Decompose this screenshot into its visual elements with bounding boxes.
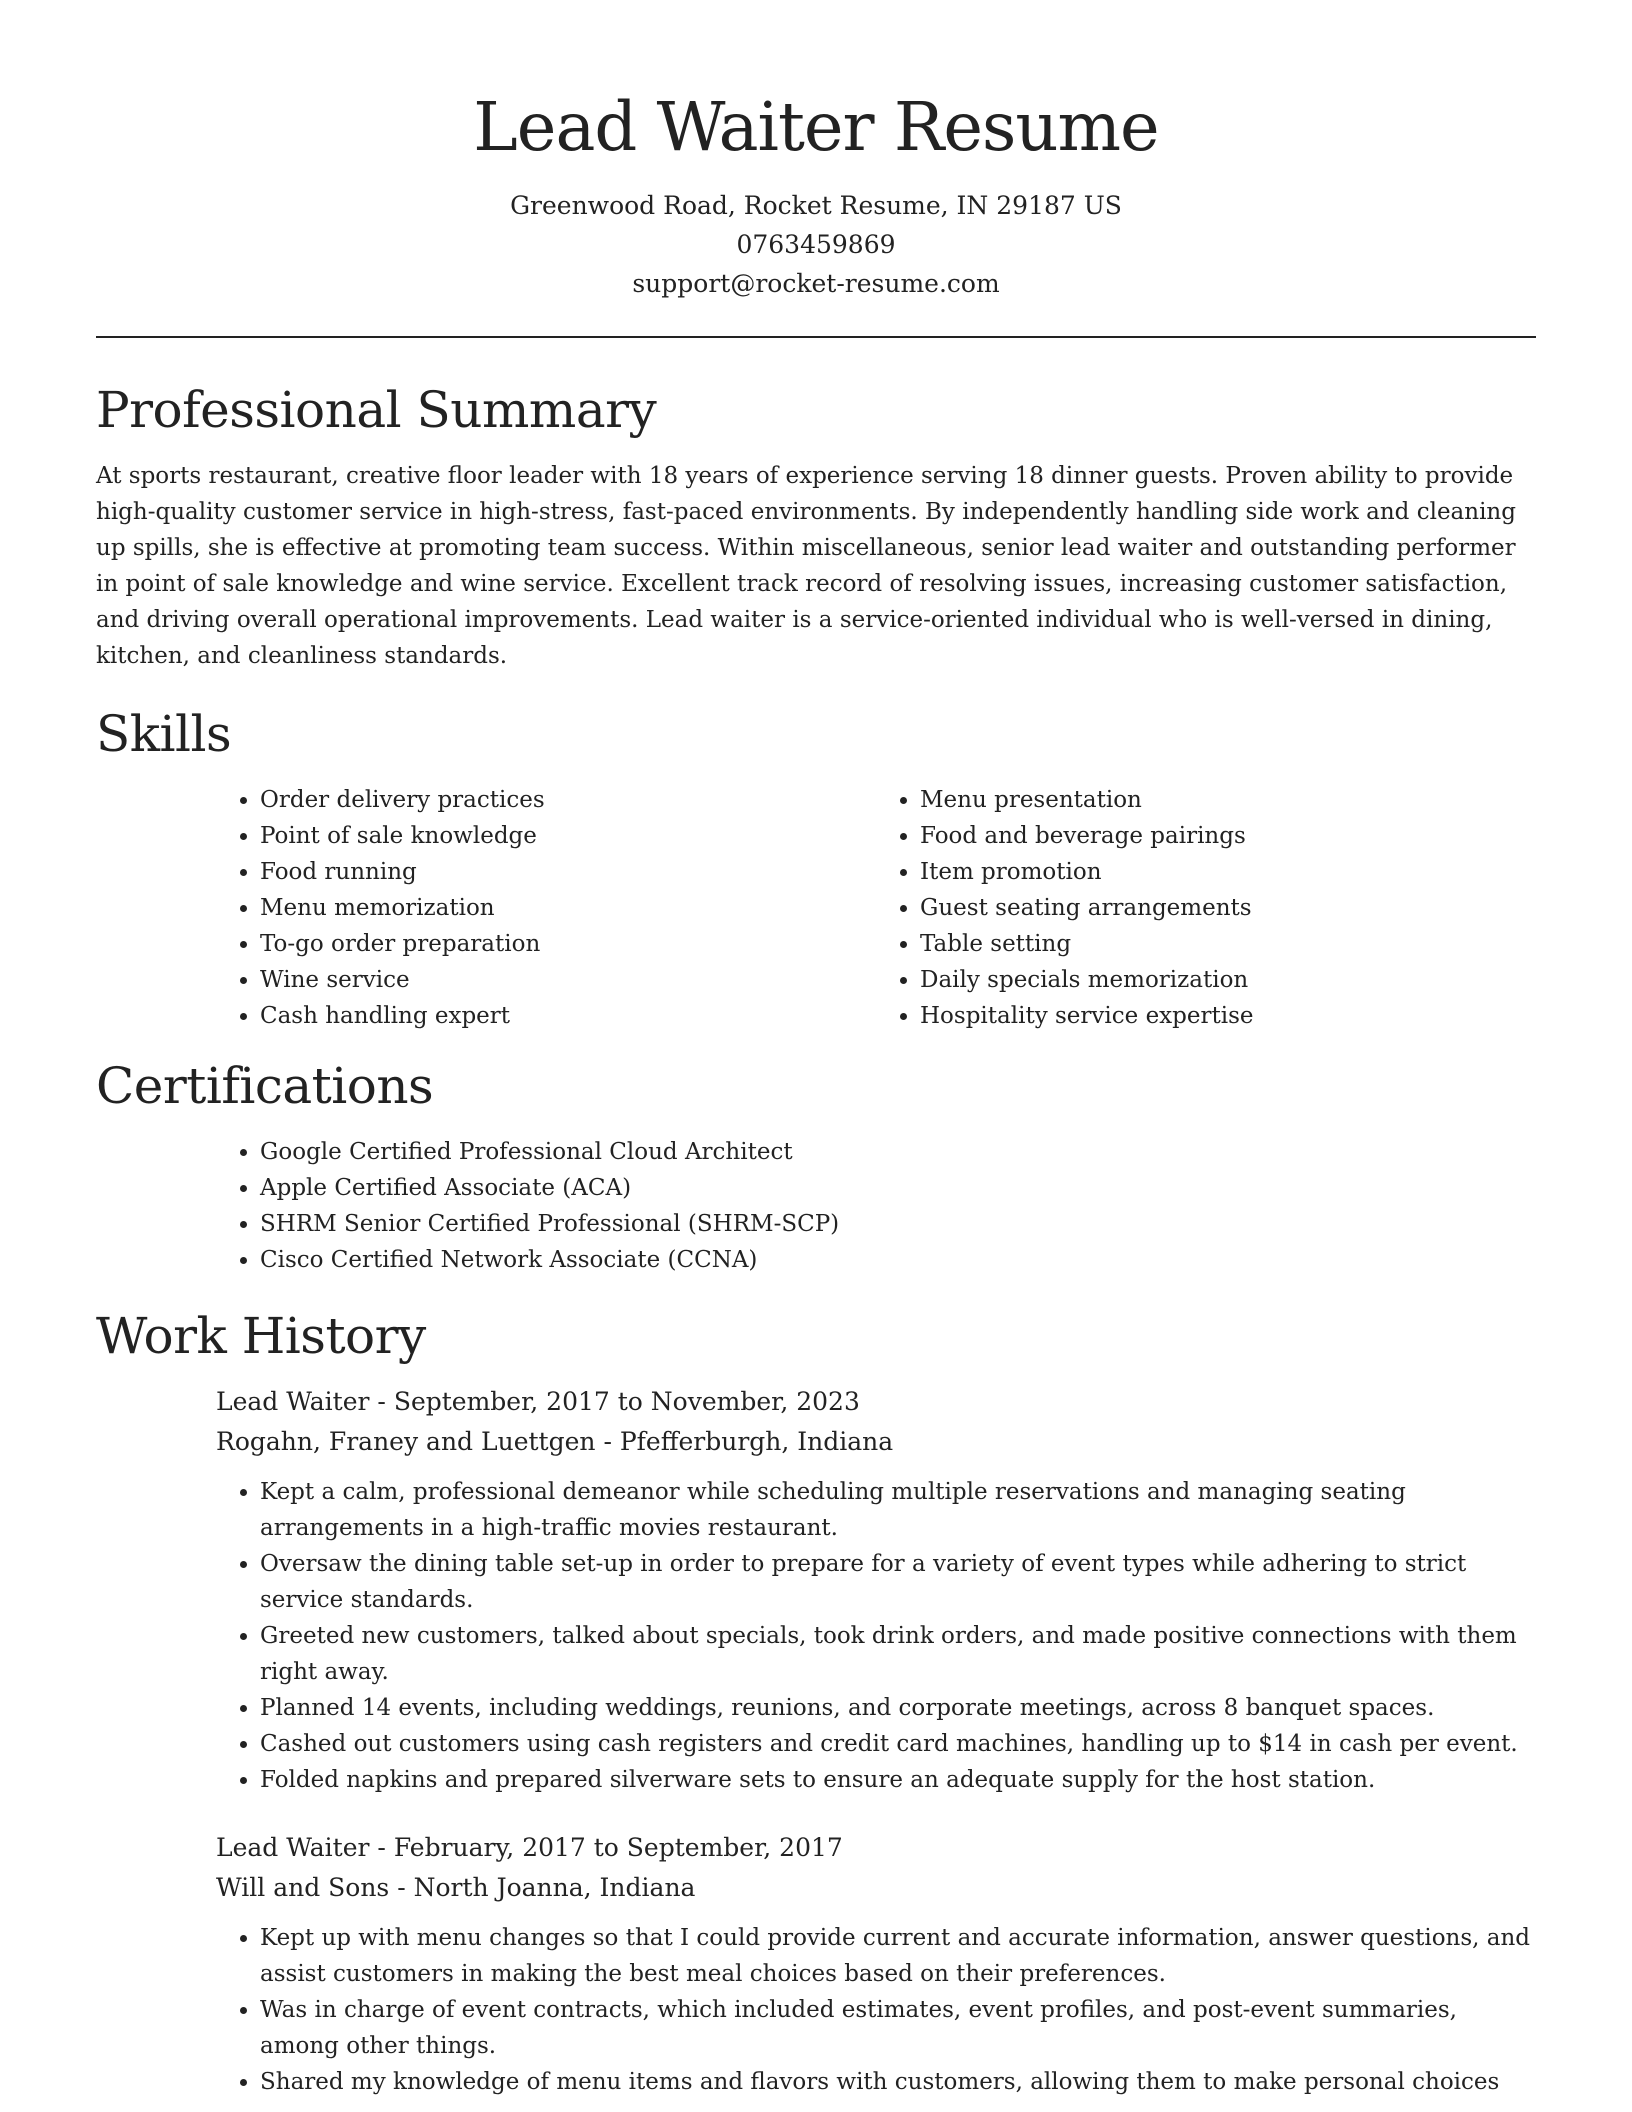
job-company-line: Rogahn, Franey and Luettgen - Pfefferburgh, Indiana — [216, 1427, 894, 1456]
job-bullet: • Kept up with menu changes so that I could provide current and accurate information, answer questions, and assist customers in making the best meal choices based on their preferences. — [260, 1920, 1536, 1992]
job-bullet: • Kept a calm, professional demeanor while scheduling multiple reservations and managing seating arrangements in a high-traffic movies restaurant. — [260, 1474, 1536, 1546]
skills-columns — [216, 782, 1536, 1034]
job-location: Pfefferburgh, Indiana — [619, 1427, 894, 1456]
header-divider — [96, 336, 1536, 338]
skill-item: • Menu memorization — [260, 890, 876, 926]
job-entry — [216, 1382, 1536, 1462]
skill-item: • Order delivery practices — [260, 782, 876, 818]
skill-item: • Guest seating arrangements — [920, 890, 1536, 926]
job-title-line: Lead Waiter - February, 2017 to September, 2017 — [216, 1833, 843, 1862]
address-text: Greenwood Road, Rocket Resume, IN 29187 US — [510, 191, 1122, 220]
resume-header — [96, 0, 1536, 303]
certifications-list — [216, 1134, 1536, 1278]
job-title-line: Lead Waiter - September, 2017 to November, 2023 — [216, 1387, 860, 1416]
job-bullet: • Planned 14 events, including weddings, reunions, and corporate meetings, across 8 banquet spaces. — [260, 1690, 1536, 1726]
job-company: Rogahn, Franey and Luettgen — [216, 1427, 596, 1456]
skill-item: • Food running — [260, 854, 876, 890]
certification-item: • Cisco Certified Network Associate (CCNA) — [260, 1242, 1536, 1278]
skills-left-list — [216, 782, 876, 1034]
work-history-heading: Work History — [96, 1307, 426, 1365]
skill-item: • Menu presentation — [920, 782, 1536, 818]
skill-item: • Food and beverage pairings — [920, 818, 1536, 854]
job-bullet: • Shared my knowledge of menu items and flavors with customers, allowing them to make personal choices — [260, 2064, 1536, 2100]
job-entry — [216, 1828, 1536, 1908]
certifications-heading: Certifications — [96, 1057, 434, 1115]
skill-item: • Point of sale knowledge — [260, 818, 876, 854]
job-bullet: • Was in charge of event contracts, which included estimates, event profiles, and post-event summaries, among other things. — [260, 1992, 1536, 2064]
job-bullets — [216, 1920, 1536, 2100]
skills-heading: Skills — [96, 705, 232, 763]
page-title: Lead Waiter Resume — [473, 88, 1159, 166]
certification-item: • SHRM Senior Certified Professional (SHRM-SCP) — [260, 1206, 1536, 1242]
job-dates: February, 2017 to September, 2017 — [393, 1833, 843, 1862]
job-bullet: • Greeted new customers, talked about specials, took drink orders, and made positive connections with them right away. — [260, 1618, 1536, 1690]
job-bullet: • Folded napkins and prepared silverware sets to ensure an adequate supply for the host station. — [260, 1762, 1536, 1798]
certification-item: • Apple Certified Associate (ACA) — [260, 1170, 1536, 1206]
job-title: Lead Waiter — [216, 1387, 370, 1416]
work-history-section — [96, 1304, 1536, 2100]
phone-text: 0763459869 — [736, 230, 896, 259]
skill-item: • Wine service — [260, 962, 876, 998]
job-title: Lead Waiter — [216, 1833, 370, 1862]
skill-item: • Table setting — [920, 926, 1536, 962]
job-bullet: • Cashed out customers using cash registers and credit card machines, handling up to $14 in cash per event. — [260, 1726, 1536, 1762]
skills-section — [96, 702, 1536, 1034]
skill-item: • Hospitality service expertise — [920, 998, 1536, 1034]
skill-item: • Item promotion — [920, 854, 1536, 890]
skill-item: • Cash handling expert — [260, 998, 876, 1034]
skills-right-list — [876, 782, 1536, 1034]
contact-info — [96, 186, 1536, 303]
certifications-section — [96, 1054, 1536, 1278]
certification-item: • Google Certified Professional Cloud Architect — [260, 1134, 1536, 1170]
job-bullet: • Oversaw the dining table set-up in order to prepare for a variety of event types while adhering to strict service standards. — [260, 1546, 1536, 1618]
skill-item: • To-go order preparation — [260, 926, 876, 962]
job-dates: September, 2017 to November, 2023 — [393, 1387, 860, 1416]
job-company-line: Will and Sons - North Joanna, Indiana — [216, 1873, 696, 1902]
job-bullets — [216, 1474, 1536, 1798]
skill-item: • Daily specials memorization — [920, 962, 1536, 998]
job-company: Will and Sons — [216, 1873, 390, 1902]
resume-page — [96, 0, 1536, 2100]
email-text: support@rocket-resume.com — [632, 269, 1000, 298]
summary-section — [96, 378, 1536, 674]
job-location: North Joanna, Indiana — [413, 1873, 696, 1902]
summary-heading: Professional Summary — [96, 381, 657, 439]
summary-text: At sports restaurant, creative floor leader with 18 years of experience serving 18 dinner guests. Proven ability to provide high-quality customer service in high-stress, fast-paced environments. By independently handling side work and cleaning up spills, she is effective at promoting team success. Within miscellaneous, senior lead waiter and outstanding performer in point of sale knowledge and wine service. Excellent track record of resolving issues, increasing customer satisfaction, and driving overall operational improvements. Lead waiter is a service-oriented individual who is well-versed in dining, kitchen, and cleanliness standards. — [96, 463, 1516, 669]
